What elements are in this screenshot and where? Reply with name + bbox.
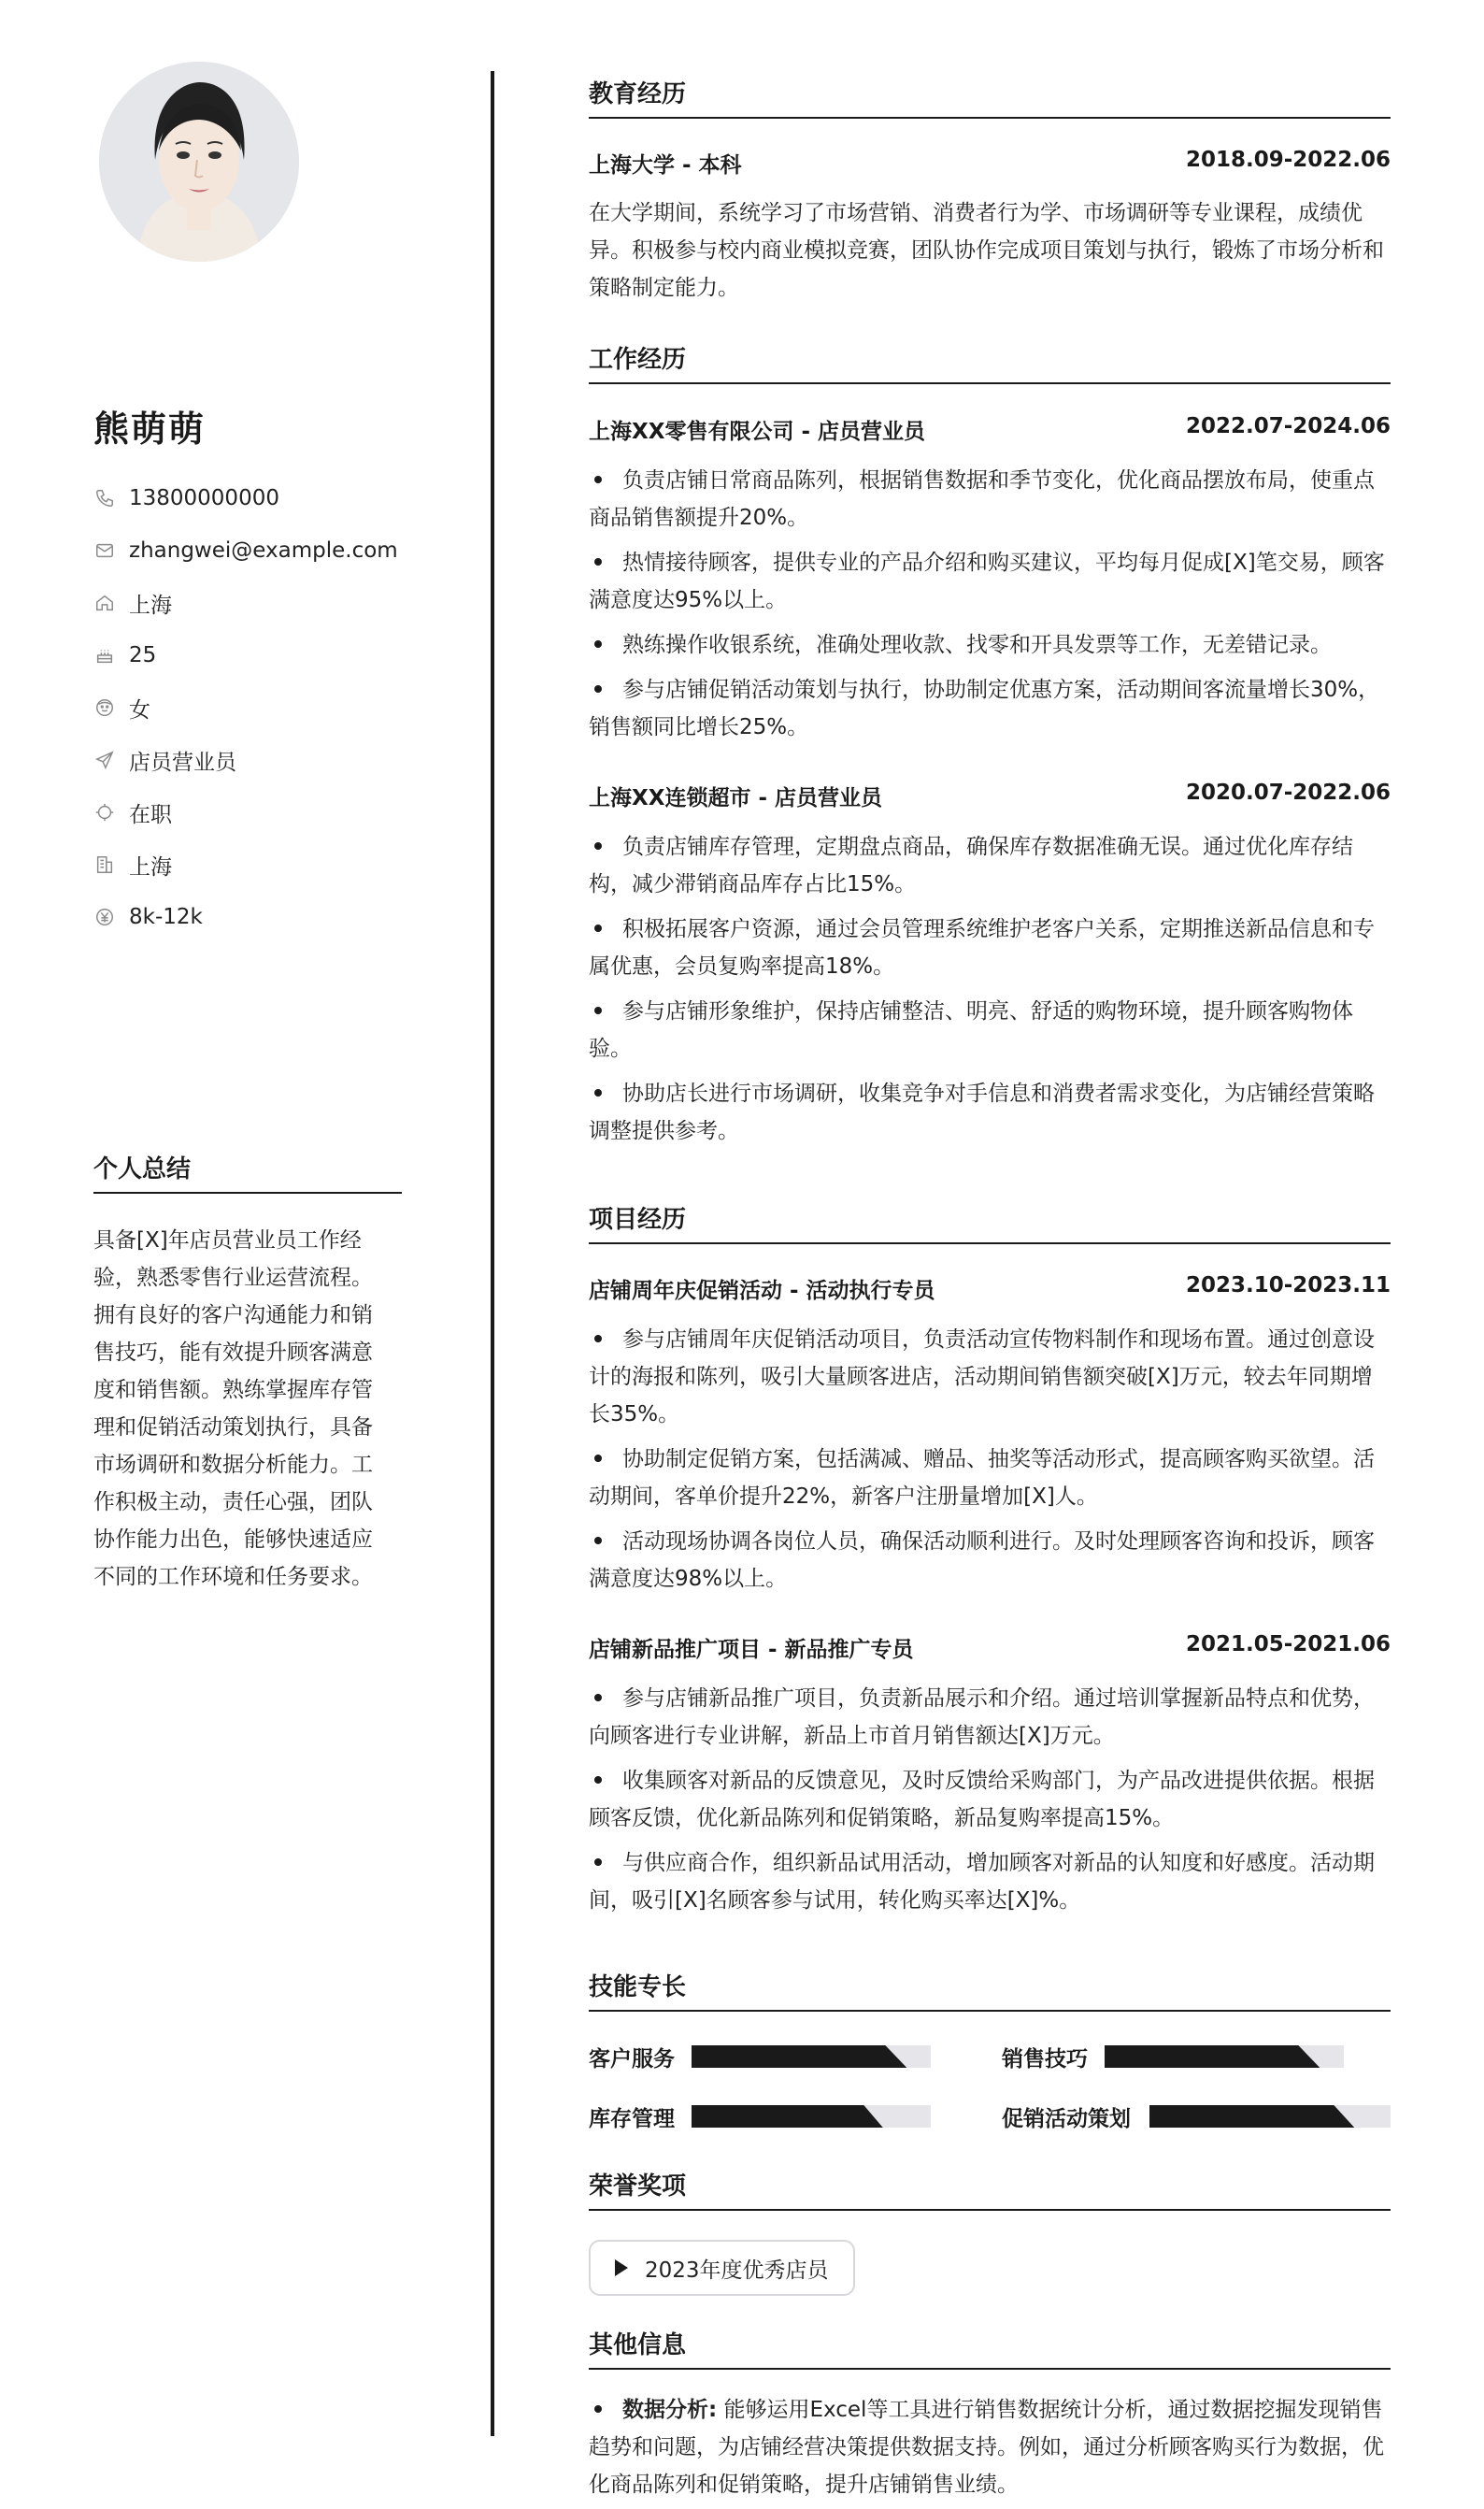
- awards-title: 荣誉奖项: [589, 2167, 1391, 2211]
- status-icon: [93, 801, 116, 824]
- portrait-image: [99, 62, 299, 262]
- other-title: 其他信息: [589, 2326, 1391, 2370]
- job-1-title: 上海XX零售有限公司 - 店员营业员: [589, 420, 926, 444]
- list-item: [589, 1680, 1391, 1755]
- info-city: [93, 577, 402, 629]
- education-entry-head: [589, 148, 1391, 179]
- bullet-icon: [594, 1335, 602, 1342]
- cake-icon: [93, 644, 116, 667]
- skill-4-fill: [1149, 2105, 1354, 2128]
- bullet-icon: [594, 925, 602, 932]
- skill-2-label: 销售技巧: [1002, 2047, 1088, 2072]
- bullet-text: 参与店铺促销活动策划与执行，协助制定优惠方案，活动期间客流量增长30%，销售额同比增长25%。: [589, 678, 1380, 739]
- project-2-head: [589, 1632, 1391, 1663]
- info-email: [93, 524, 402, 577]
- info-position: [93, 734, 402, 786]
- bullet-text: 负责店铺库存管理，定期盘点商品，确保库存数据准确无误。通过优化库存结构，减少滞销商品库存占比15%。: [589, 835, 1353, 896]
- list-item: [589, 1321, 1391, 1433]
- bullet-icon: [594, 1858, 602, 1866]
- info-salary: [93, 891, 402, 943]
- skill-1-bar: [692, 2045, 931, 2068]
- project-2-date: 2021.05-2021.06: [1185, 1632, 1391, 1656]
- status-value: 在职: [129, 802, 172, 827]
- bullet-icon: [594, 640, 602, 648]
- summary-title: 个人总结: [93, 1150, 402, 1194]
- list-item: [589, 1441, 1391, 1515]
- bullet-text: 热情接待顾客，提供专业的产品介绍和购买建议，平均每月促成[X]笔交易，顾客满意度达95%以上。: [589, 551, 1385, 612]
- info-status: [93, 786, 402, 839]
- info-age: [93, 629, 402, 681]
- project-1-head: [589, 1273, 1391, 1304]
- project-1-date: 2023.10-2023.11: [1185, 1273, 1391, 1298]
- face-icon: [93, 696, 116, 719]
- bullet-text: 熟练操作收银系统，准确处理收款、找零和开具发票等工作，无差错记录。: [622, 633, 1332, 657]
- bullet-icon: [594, 476, 602, 483]
- phone-value: 13800000000: [129, 486, 279, 510]
- skill-2-bar: [1105, 2045, 1344, 2068]
- bullet-text: 与供应商合作，组织新品试用活动，增加顾客对新品的认知度和好感度。活动期间，吸引[X]名顾客参与试用，转化购买率达[X]%。: [589, 1851, 1375, 1913]
- info-work-city: [93, 839, 402, 891]
- send-icon: [93, 749, 116, 771]
- list-item: [589, 1523, 1391, 1598]
- project-2-bullets: [589, 1680, 1391, 1927]
- bullet-text: 活动现场协调各岗位人员，确保活动顺利进行。及时处理顾客咨询和投诉，顾客满意度达98%以上。: [589, 1529, 1375, 1591]
- home-icon: [93, 592, 116, 614]
- education-school: 上海大学 - 本科: [589, 153, 742, 178]
- bullet-icon: [594, 1089, 602, 1097]
- skill-2-fill: [1105, 2045, 1320, 2068]
- education-date: 2018.09-2022.06: [1185, 148, 1391, 172]
- skill-3-bar: [692, 2105, 931, 2128]
- education-desc: 在大学期间，系统学习了市场营销、消费者行为学、市场调研等专业课程，成绩优异。积极参与校内商业模拟竞赛，团队协作完成项目策划与执行，锻炼了市场分析和策略制定能力。: [589, 201, 1384, 300]
- salary-value: 8k-12k: [129, 905, 203, 929]
- work-title: 工作经历: [589, 340, 1391, 384]
- list-item: [589, 828, 1391, 903]
- list-item: [589, 1075, 1391, 1150]
- contact-info-list: [93, 472, 402, 943]
- projects-title: 项目经历: [589, 1200, 1391, 1244]
- job-1-date: 2022.07-2024.06: [1185, 414, 1391, 438]
- other-text: 能够运用Excel等工具进行销售数据统计分析，通过数据挖掘发现销售趋势和问题，为店铺经营决策提供数据支持。例如，通过分析顾客购买行为数据，优化商品陈列和促销策略，提升店铺销售业绩。: [589, 2398, 1384, 2497]
- award-tag: [589, 2240, 855, 2296]
- job-2-date: 2020.07-2022.06: [1185, 781, 1391, 805]
- skill-4-label: 促销活动策划: [1002, 2107, 1131, 2131]
- list-item: [589, 626, 1391, 664]
- bullet-text: 参与店铺周年庆促销活动项目，负责活动宣传物料制作和现场布置。通过创意设计的海报和陈列，吸引大量顾客进店，活动期间销售额突破[X]万元，较去年同期增长35%。: [589, 1327, 1375, 1427]
- job-2-bullets: [589, 828, 1391, 1157]
- skill-4-bar: [1149, 2105, 1391, 2128]
- list-item: [589, 993, 1391, 1068]
- education-title: 教育经历: [589, 75, 1391, 119]
- project-1-bullets: [589, 1321, 1391, 1605]
- award-label: 2023年度优秀店员: [645, 2258, 829, 2283]
- bullet-text: 参与店铺形象维护，保持店铺整洁、明亮、舒适的购物环境，提升顾客购物体验。: [589, 999, 1353, 1061]
- position-value: 店员营业员: [129, 750, 236, 775]
- list-item: [589, 544, 1391, 619]
- bullet-icon: [594, 685, 602, 693]
- list-item: [589, 462, 1391, 537]
- salary-icon: [93, 906, 116, 928]
- list-item: [589, 910, 1391, 985]
- building-icon: [93, 853, 116, 876]
- job-1-bullets: [589, 462, 1391, 753]
- bullet-icon: [594, 842, 602, 850]
- list-item: [589, 2391, 1391, 2503]
- summary-text: 具备[X]年店员营业员工作经验，熟悉零售行业运营流程。拥有良好的客户沟通能力和销售技巧，能有效提升顾客满意度和销售额。熟练掌握库存管理和促销活动策划执行，具备市场调研和数据分析能力。工作积极主动，责任心强，团队协作能力出色，能够快速适应不同的工作环境和任务要求。: [93, 1228, 373, 1589]
- gender-value: 女: [129, 697, 150, 723]
- age-value: 25: [129, 643, 157, 667]
- bullet-icon: [594, 1776, 602, 1784]
- skill-3: [589, 2101, 675, 2132]
- bullet-text: 参与店铺新品推广项目，负责新品展示和介绍。通过培训掌握新品特点和优势，向顾客进行专业讲解，新品上市首月销售额达[X]万元。: [589, 1686, 1375, 1748]
- play-icon: [615, 2259, 628, 2276]
- skill-3-label: 库存管理: [589, 2107, 675, 2131]
- job-2-title: 上海XX连锁超市 - 店员营业员: [589, 786, 883, 810]
- skill-3-fill: [692, 2105, 883, 2128]
- skill-1-label: 客户服务: [589, 2047, 675, 2072]
- list-item: [589, 671, 1391, 746]
- job-1-head: [589, 414, 1391, 445]
- column-divider: [491, 71, 494, 2436]
- bullet-text: 积极拓展客户资源，通过会员管理系统维护老客户关系，定期推送新品信息和专属优惠，会员复购率提高18%。: [589, 917, 1375, 979]
- list-item: [589, 1762, 1391, 1837]
- skill-2: [1002, 2042, 1088, 2072]
- skill-4: [1002, 2101, 1131, 2132]
- bullet-text: 收集顾客对新品的反馈意见，及时反馈给采购部门，为产品改进提供依据。根据顾客反馈，优化新品陈列和促销策略，新品复购率提高15%。: [589, 1769, 1375, 1830]
- skill-1-fill: [692, 2045, 906, 2068]
- other-list: [589, 2391, 1391, 2503]
- bullet-icon: [594, 558, 602, 566]
- avatar: [99, 62, 299, 262]
- bullet-text: 协助店长进行市场调研，收集竞争对手信息和消费者需求变化，为店铺经营策略调整提供参考。: [589, 1082, 1375, 1143]
- bullet-icon: [594, 1455, 602, 1462]
- bullet-text: 负责店铺日常商品陈列，根据销售数据和季节变化，优化商品摆放布局，使重点商品销售额提升20%。: [589, 468, 1375, 530]
- bullet-icon: [594, 2405, 602, 2413]
- job-2-head: [589, 781, 1391, 811]
- email-value: zhangwei@example.com: [129, 538, 398, 563]
- skill-1: [589, 2042, 675, 2072]
- bullet-icon: [594, 1537, 602, 1544]
- city-value: 上海: [129, 593, 172, 618]
- work-city-value: 上海: [129, 854, 172, 880]
- phone-icon: [93, 487, 116, 509]
- mail-icon: [93, 539, 116, 562]
- info-phone: [93, 472, 402, 524]
- skills-title: 技能专长: [589, 1968, 1391, 2012]
- info-gender: [93, 681, 402, 734]
- list-item: [589, 1844, 1391, 1919]
- other-key: 数据分析:: [622, 2398, 718, 2422]
- candidate-name: 熊萌萌: [93, 409, 207, 450]
- project-2-title: 店铺新品推广项目 - 新品推广专员: [589, 1638, 914, 1662]
- bullet-text: 协助制定促销方案，包括满减、赠品、抽奖等活动形式，提高顾客购买欲望。活动期间，客单价提升22%，新客户注册量增加[X]人。: [589, 1447, 1375, 1509]
- bullet-icon: [594, 1007, 602, 1014]
- project-1-title: 店铺周年庆促销活动 - 活动执行专员: [589, 1279, 935, 1303]
- bullet-icon: [594, 1694, 602, 1701]
